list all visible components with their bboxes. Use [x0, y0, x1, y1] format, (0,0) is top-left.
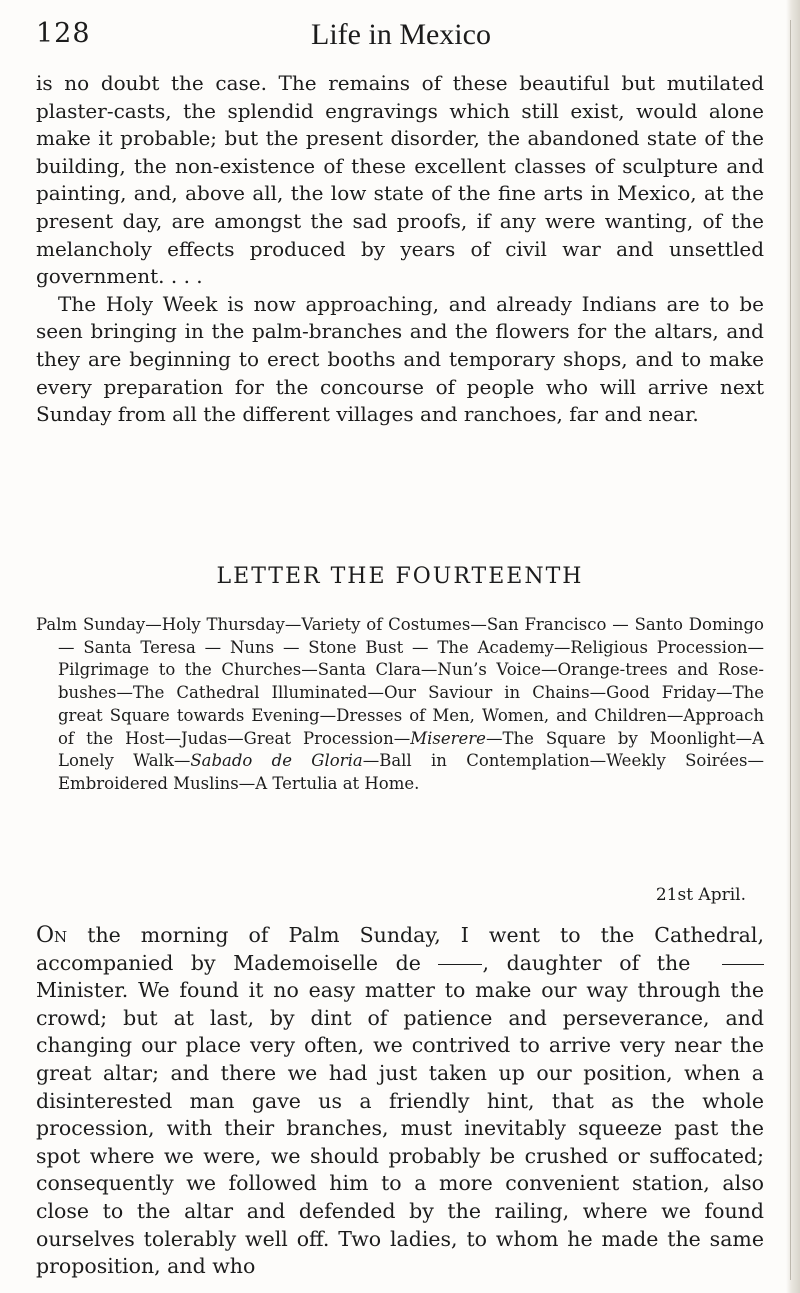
page-number: 128: [36, 18, 91, 49]
paragraph-3-part-2: , daughter of the: [482, 950, 691, 975]
paragraph-continued: is no doubt the case. The remains of these beautiful but mutilated plaster-casts, the splendid engravings which still exist, would alone make it probable; but the present disorder, the abandoned state of the building, the non-existence of these excellent classes of sculpture and painting, and, above all, the low state of the fine arts in Mexico, at the present day, are amongst the sad proofs, if any were wanting, of the melancholy effects produced by years of civil war and unsettled government. . . .: [36, 71, 764, 289]
synopsis-part-3: —Ball in Contemplation—Weekly Soirées—Embroidered Muslins—A Tertulia at Home.: [58, 751, 765, 793]
body-text-top: [36, 70, 764, 429]
paragraph-holy-week: The Holy Week is now approaching, and already Indians are to be seen bringing in the palm-branches and the flowers for the altars, and they are beginning to erect booths and temporary shops, and to make every preparation for the concourse of people who will arrive next Sunday from all the different villages and ranchoes, far and near.: [36, 291, 764, 427]
dateline: 21st April.: [655, 885, 746, 905]
synopsis-italic-sabado: Sabado de Gloria: [190, 751, 363, 771]
paragraph-3-part-3: Minister. We found it no easy matter to make our way through the crowd; but at last, by dint of patience and perseverance, and changing our place very often, we contrived to arrive very near the great altar; and there we had just taken up our position, when a disinterested man gave us a friendly hint, that as the whole procession, with their branches, must inevitably squeeze past the spot where we were, we should probably be crushed or suffocated; consequently we followed him to a more convenient station, also close to the altar and defended by the railing, where we found ourselves tolerably well off. Two ladies, to whom he made the same proposition, and who: [36, 978, 764, 1279]
page-edge-line: [790, 20, 791, 1280]
paragraph-3-part-1: the morning of Palm Sunday, I went to the Cathedral, accompanied by Mademoiselle de: [36, 923, 764, 975]
opening-word: On: [36, 923, 68, 948]
paragraph-palm-sunday: [36, 922, 764, 1281]
letter-synopsis: [36, 614, 764, 796]
synopsis-part-1: Palm Sunday—Holy Thursday—Variety of Costumes—San Francisco — Santo Domingo — Santa Teresa — Nuns — Stone Bust — The Academy—Religious Procession—Pilgrimage to the Churches—Santa Clara—Nun’s Voice—Orange-trees and Rose-bushes—The Cathedral Illuminated—Our Saviour in Chains—Good Friday—The great Square towards Evening—Dresses of Men, Women, and Children—Approach of the Host—Judas—Great Procession—: [36, 615, 764, 748]
letter-heading: LETTER THE FOURTEENTH: [216, 564, 584, 589]
synopsis-part-2: —The Square by Moonlight—A Lonely Walk—: [58, 728, 764, 771]
name-blank: [438, 964, 482, 965]
running-head: [36, 18, 766, 58]
body-text-letter: [36, 922, 764, 1281]
running-title: Life in Mexico: [311, 18, 491, 51]
page-edge-shadow: [786, 0, 800, 1293]
synopsis-text: [36, 614, 764, 796]
synopsis-italic-miserere: Miserere: [410, 728, 486, 748]
minister-blank: [722, 964, 764, 965]
